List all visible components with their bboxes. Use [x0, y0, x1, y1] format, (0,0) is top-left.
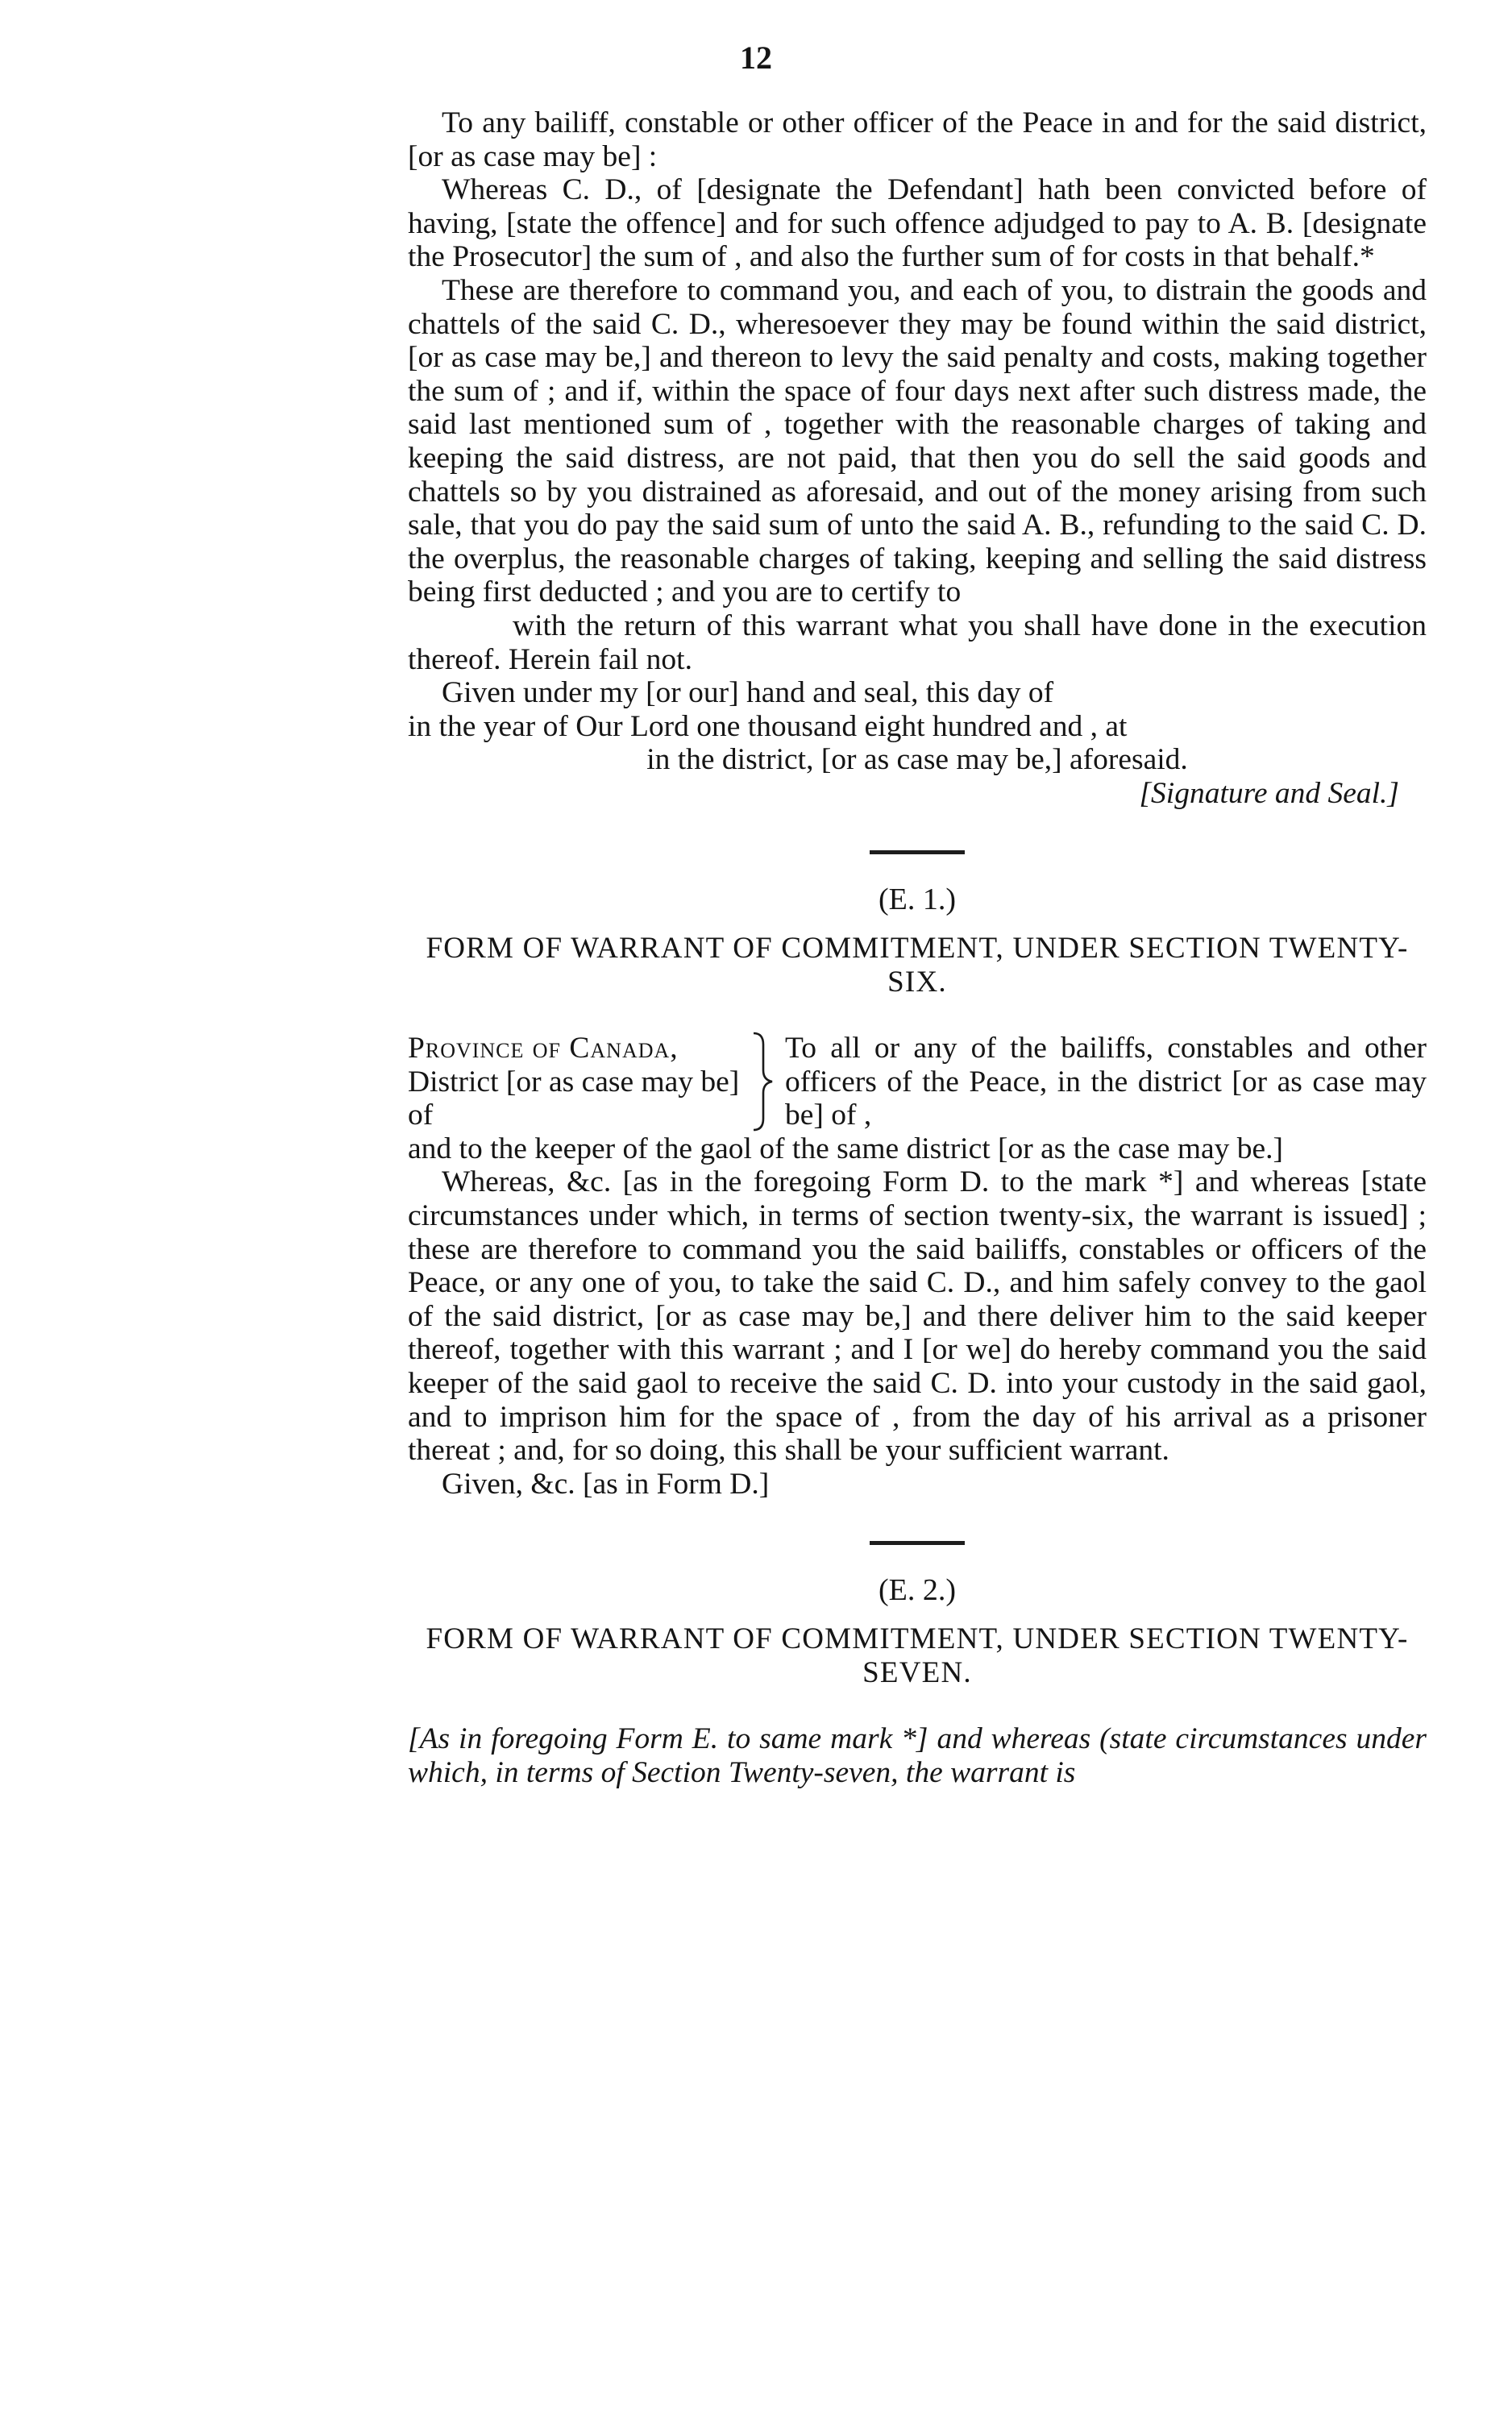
- form-d-given-line-2: in the year of Our Lord one thousand eight hundred and , at: [408, 709, 1128, 743]
- district-label: District [or as case may be] of: [408, 1065, 740, 1132]
- form-e1-caption-left: [408, 1032, 746, 1132]
- province-label: Province of Canada,: [408, 1032, 679, 1065]
- brace-icon: [750, 1032, 775, 1132]
- form-e1-given: Given, &c. [as in Form D.]: [442, 1467, 770, 1501]
- form-e2-label: (E. 2.): [878, 1573, 957, 1608]
- form-e1-caption: [408, 1032, 1427, 1132]
- form-e2-body: [As in foregoing Form E. to same mark *] and whereas (state circumstances under which, in terms of Section Twenty-seven, the warrant is: [408, 1721, 1427, 1789]
- form-e1-body: Whereas, &c. [as in the foregoing Form D. to the mark *] and whereas [state circumstances under which, in terms of section twenty-six, the warrant is issued] ; these are therefore to command you the said bailiffs, constables or officers of the Peace, or any one of you, to take the said C. D., and him safely convey to the gaol of the said district, [or as case may be,] and there deliver him to the said keeper thereof, together with this warrant ; and I [or we] do hereby command you the said keeper of the said gaol to receive the said C. D. into your custody in the said gaol, and to imprison him for the space of , from the day of his arrival as a prisoner thereat ; and, for so doing, this shall be your sufficient warrant.: [408, 1165, 1427, 1468]
- caption-brace: [746, 1032, 779, 1132]
- form-e1-continuation: and to the keeper of the gaol of the same district [or as the case may be.]: [408, 1132, 1284, 1165]
- form-d-signature: [Signature and Seal.]: [1139, 776, 1399, 810]
- form-d-address: To any bailiff, constable or other officer of the Peace in and for the said district, [or as case may be] :: [408, 106, 1427, 173]
- form-e1-label: (E. 1.): [878, 883, 957, 917]
- form-d-given-line-1: Given under my [or our] hand and seal, this day of: [442, 676, 1054, 710]
- form-d-command: These are therefore to command you, and each of you, to distrain the goods and chattels of the said C. D., wheresoever they may be found within the said district, [or as case may be,] and thereon to levy the said penalty and costs, making together the sum of ; and if, within the space of four days next after such distress made, the said last mentioned sum of , together with the reasonable charges of taking and keeping the said distress, are not paid, that then you do sell the said goods and chattels so by you distrained as aforesaid, and out of the money arising from such sale, that you do pay the said sum of unto the said A. B., refunding to the said C. D. the overplus, the reasonable charges of taking, keeping and selling the said distress being first deducted ; and you are to certify to: [408, 273, 1427, 609]
- form-e1-heading: FORM OF WARRANT OF COMMITMENT, UNDER SECTION TWENTY-SIX.: [426, 932, 1409, 999]
- form-e1-caption-right: To all or any of the bailiffs, constables and other officers of the Peace, in the district [or as case may be] of ,: [785, 1032, 1427, 1132]
- text-column: [408, 106, 1427, 1789]
- form-d-return: with the return of this warrant what you shall have done in the execution thereof. Herein fail not.: [408, 608, 1427, 676]
- form-d-whereas: Whereas C. D., of [designate the Defendant] hath been convicted before of having, [state the offence] and for such offence adjudged to pay to A. B. [designate the Prosecutor] the sum of , and also the further sum of for costs in that behalf.*: [408, 173, 1427, 274]
- section-divider-2: [870, 1541, 965, 1545]
- form-d-given-line-3: in the district, [or as case may be,] aforesaid.: [646, 743, 1188, 777]
- form-e2-heading: FORM OF WARRANT OF COMMITMENT, UNDER SECTION TWENTY-SEVEN.: [426, 1622, 1409, 1689]
- section-divider-1: [870, 850, 965, 854]
- page-number: 12: [740, 39, 772, 76]
